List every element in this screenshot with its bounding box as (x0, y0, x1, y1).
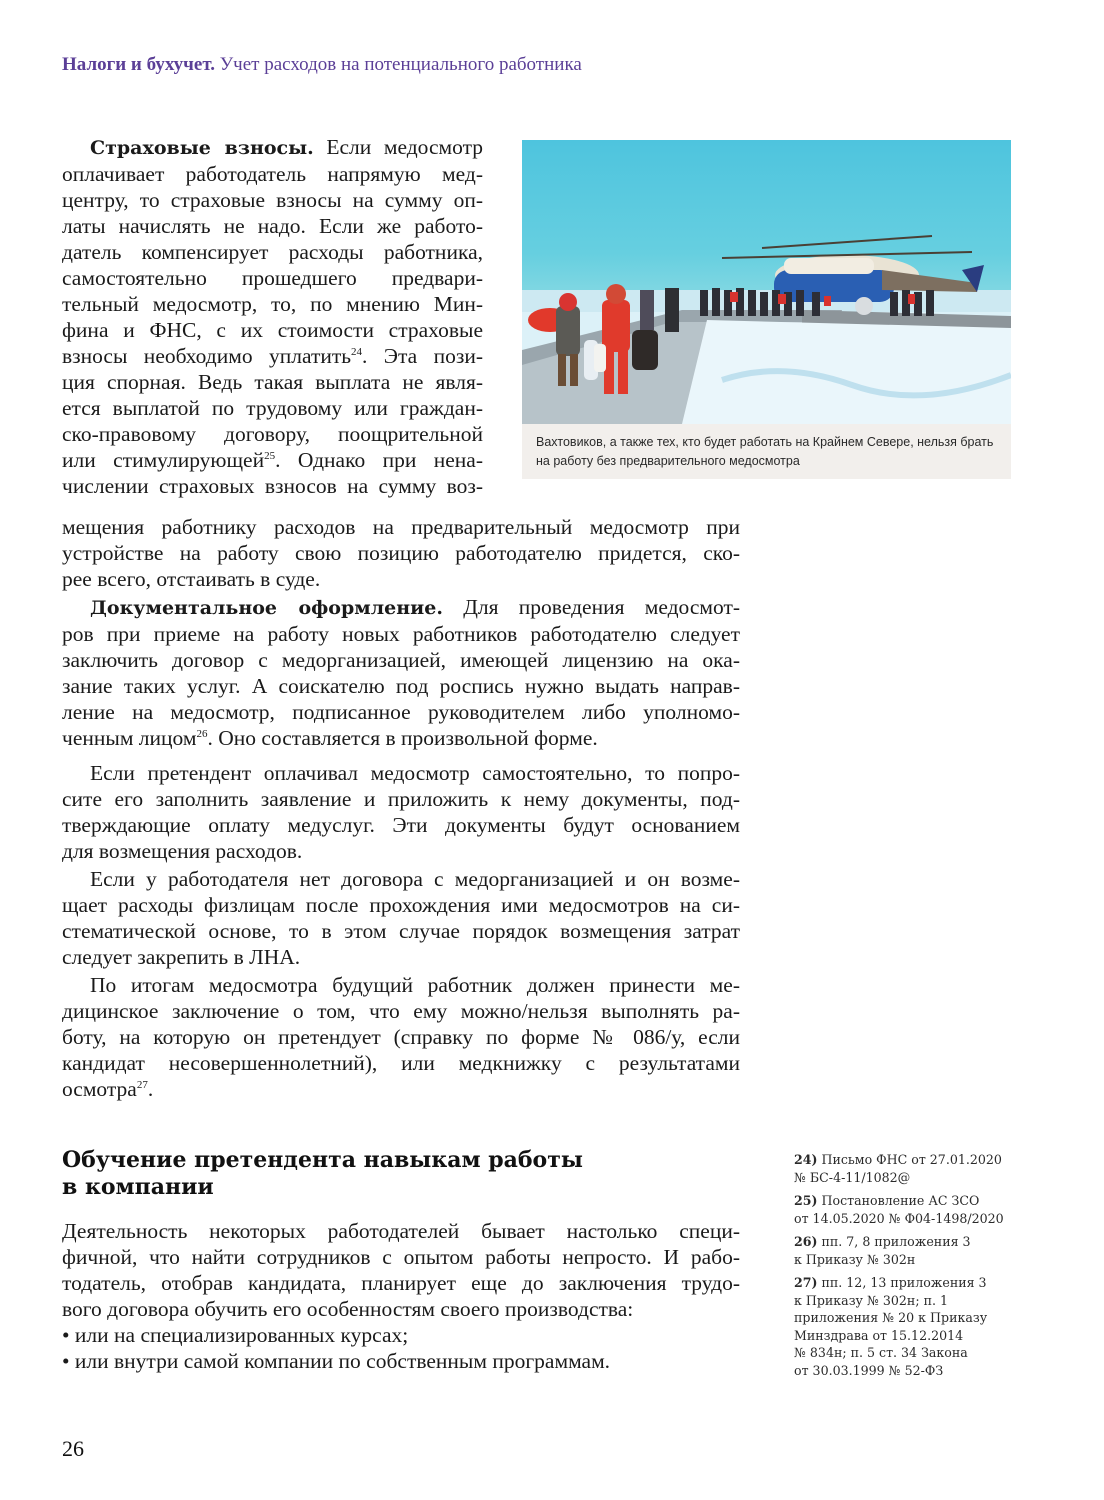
running-head-section: Налоги и бухучет. (62, 54, 215, 75)
footnote-26: 26) пп. 7, 8 приложения 3 к Приказу № 302н (794, 1234, 971, 1267)
bullet-item: • или внутри самой компании по собственным программам. (62, 1349, 611, 1373)
footnote-25: 25) Постановление АС ЗСО от 14.05.2020 № Ф04-1498/2020 (794, 1193, 1004, 1226)
footnote-24: 24) Письмо ФНС от 27.01.2020 № БС-4-11/1082@ (794, 1152, 1002, 1185)
paragraph-training: Деятельность некоторых работодателей бывает настолько специ- фичной, что найти сотрудников с опытом работы непросто. И рабо- тодатель, отобрав кандидата, планирует еще до заключения трудо- вого договора обучить его особенностям своего производства: • или на специализированных курсах; • или внутри самой компании по собственным программам. (62, 1219, 740, 1373)
bullet-item: • или на специализированных курсах; (62, 1323, 409, 1347)
footnote-27: 27) пп. 12, 13 приложения 3 к Приказу № 302н; п. 1 приложения № 20 к Приказу Минздрава от 15.12.2014 № 834н; п. 5 ст. 34 Закона от 30.03.1999 № 52-ФЗ (794, 1275, 988, 1378)
running-head (62, 54, 582, 76)
paragraph-insurance-cont: мещения работнику расходов на предварительный медосмотр при устройстве на работу свою позицию работодателю придется, ско- рее всего, отстаивать в суде. (62, 515, 740, 591)
paragraph-insurance: Страховые взносы. Если медосмотр оплачивает работодатель напрямую мед- центру, то страховые взносы на сумму оп- латы начислять не надо. Если же работо- датель компенсирует расходы работника, самостоятельно прошедшего предвари- тельный медосмотр, то, по мнению Мин- фина и ФНС, с их стоимости страховые взносы необходимо уплатить$^{24}$. Эта пози- ция спорная. Ведь такая выплата не явля- ется выплатой по трудовому или граждан- ско-правовому договору, поощрительной или стимулирующей$^{25}$. Однако при нена- числении страховых взносов на сумму воз- (62, 135, 483, 498)
running-head-title: Учет расходов на потенциального работника (219, 54, 582, 75)
figure-caption: Вахтовиков, а также тех, кто будет работать на Крайнем Севере, нельзя брать на работу без предварительного медосмотра (536, 435, 994, 468)
paragraph-lead: Документальное оформление. (90, 597, 443, 619)
paragraph-no-contract: Если у работодателя нет договора с медорганизацией и он возме- щает расходы физлицам после прохождения ими медосмотров на си- стематической основе, то в этом случае порядок возмещения затрат следует закрепить в ЛНА. (62, 867, 740, 969)
footnote-ref: 24 (351, 345, 363, 358)
photo-illustration-icon (522, 140, 1011, 424)
footnote-ref: 27 (136, 1078, 148, 1091)
paragraph-documents: Документальное оформление. Для проведения медосмот- ров при приеме на работу новых работников работодателю следует заключить договор с медорганизацией, имеющей лицензию на ока- зание таких услуг. А соискателю под роспись нужно выдать направ- ление на медосмотр, подписанное руководителем либо уполномо- ченным лицом$^{26}$. Оно составляется в произвольной форме. (62, 595, 740, 750)
page-number: 26 (62, 1436, 84, 1461)
paragraph-self-paid: Если претендент оплачивал медосмотр самостоятельно, то попро- сите его заполнить заявление и приложить к нему документы, под- тверждающие оплату медуслуг. Эти документы будут основанием для возмещения расходов. (62, 761, 740, 863)
figure (522, 140, 1011, 479)
paragraph-results: По итогам медосмотра будущий работник должен принести ме- дицинское заключение о том, что ему можно/нельзя выполнять ра- боту, на которую он претендует (справку по форме № 086/у, если кандидат несовершеннолетний), или медкнижку с результатами осмотра$^{27}$. (62, 973, 740, 1101)
helicopter-arctic-workers-photo (522, 140, 1011, 424)
footnote-ref: 26 (196, 727, 208, 740)
footnotes (794, 1151, 1024, 1385)
paragraph-lead: Страховые взносы. (90, 137, 314, 159)
section-title: Обучение претендента навыкам работы в компании (62, 1147, 583, 1200)
footnote-ref: 25 (264, 449, 276, 462)
